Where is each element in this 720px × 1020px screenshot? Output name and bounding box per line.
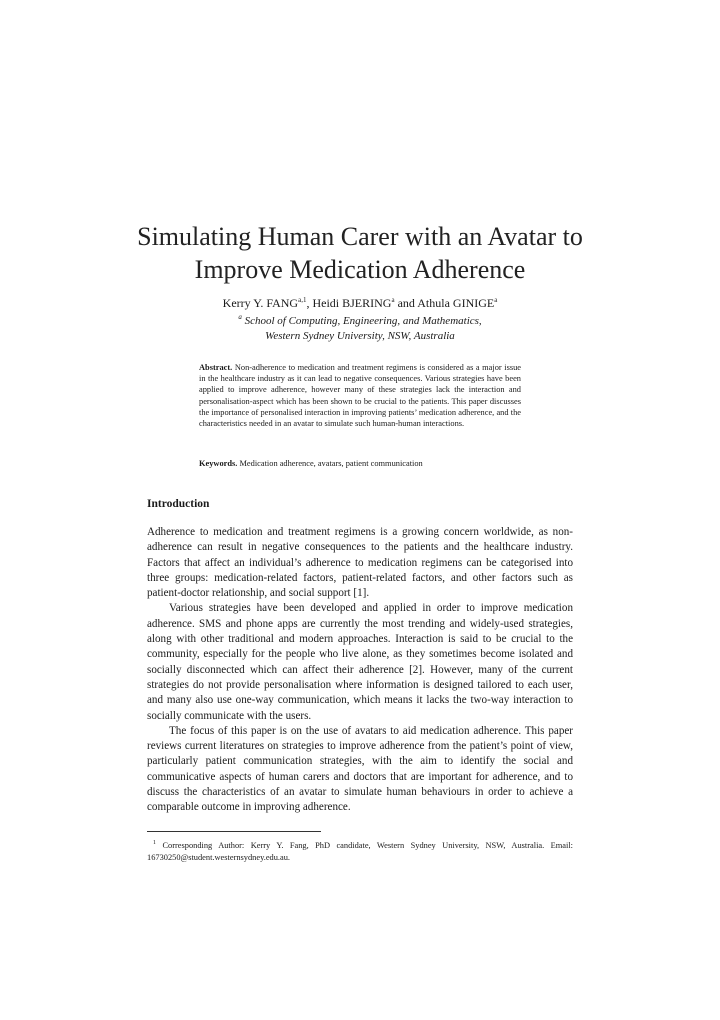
introduction-paragraph-1: Adherence to medication and treatment regimens is a growing concern worldwide, as non-adherence can result in negative consequences to the patients and the healthcare industry. Factors that affect an individual’s adherence to medication regimens can be categorised into three groups: medication-related factors, patient-related factors, and other factors such as patient-doctor relationship, and social support [1]. [147,526,573,600]
introduction-body [147,525,573,816]
author-3-name: Athula GINIGE [417,296,495,310]
paper-title [100,220,620,286]
author-separator-1: , [306,296,313,310]
affiliation-line-1 [100,310,620,329]
author-separator-2: and [394,296,418,310]
author-2-name: Heidi BJERING [312,296,392,310]
footnote-text: Corresponding Author: Kerry Y. Fang, PhD candidate, Western Sydney University, NSW, Australia. Email: 16730250@student.westernsydney.edu.au. [147,841,573,862]
abstract-text: Non-adherence to medication and treatment regimens is considered as a major issue in the healthcare industry as it can lead to negative consequences. Various strategies have been applied to improve adherence, however many of these strategies lack the interaction and personalisation-aspect which has been shown to be crucial to the patients. This paper discusses the importance of personalised interaction in improving patients’ medication adherence, and the characteristics needed in an avatar to simulate such human-human interactions. [199,363,522,429]
section-heading-introduction: Introduction [147,498,210,510]
abstract [199,362,521,429]
introduction-paragraph-2: Various strategies have been developed and applied in order to improve medication adherence. SMS and phone apps are currently the most trending and widely-used strategies, along with other traditional and modern approaches. Interaction is said to be crucial to the community, especially for the people who live alone, as they sometimes become isolated and socially disconnected which can affect their adherence [2]. However, many of the current strategies do not provide personalisation where information is designed tailored to each user, and many also use one-way communication, which means it lacks the two-way interaction to socially communicate with the users. [147,602,573,722]
keywords-text: Medication adherence, avatars, patient communication [239,459,423,468]
footnote-divider [147,831,321,832]
keywords [199,458,521,469]
introduction-paragraph-3: The focus of this paper is on the use of avatars to aid medication adherence. This paper reviews current literatures on strategies to improve adherence from the patient’s point of view, particularly patient communication strategies, with the aim to identify the social and communicative aspects of human carers and doctors that are important for adherence, and to discuss the characteristics of an avatar to simulate human behaviours in order to achieve a comparable outcome in improving adherence. [147,724,573,814]
affiliation-marker: a [238,313,242,321]
affiliation-line-2: Western Sydney University, NSW, Australia [265,329,455,342]
title-line-2: Improve Medication Adherence [194,255,526,284]
affiliation [100,310,620,343]
footnote-marker: 1 [153,840,156,846]
affiliation-line-1-text: School of Computing, Engineering, and Mathematics, [241,315,482,327]
footnote [147,837,573,864]
keywords-label: Keywords. [199,459,238,468]
author-2-affil-marker: a [391,296,395,304]
author-1-affil-marker: a,1 [298,296,307,304]
author-3-affil-marker: a [494,296,498,304]
title-line-1: Simulating Human Carer with an Avatar to [137,222,583,251]
author-list [100,292,620,311]
abstract-label: Abstract. [199,363,233,372]
author-1-name: Kerry Y. FANG [222,296,299,310]
